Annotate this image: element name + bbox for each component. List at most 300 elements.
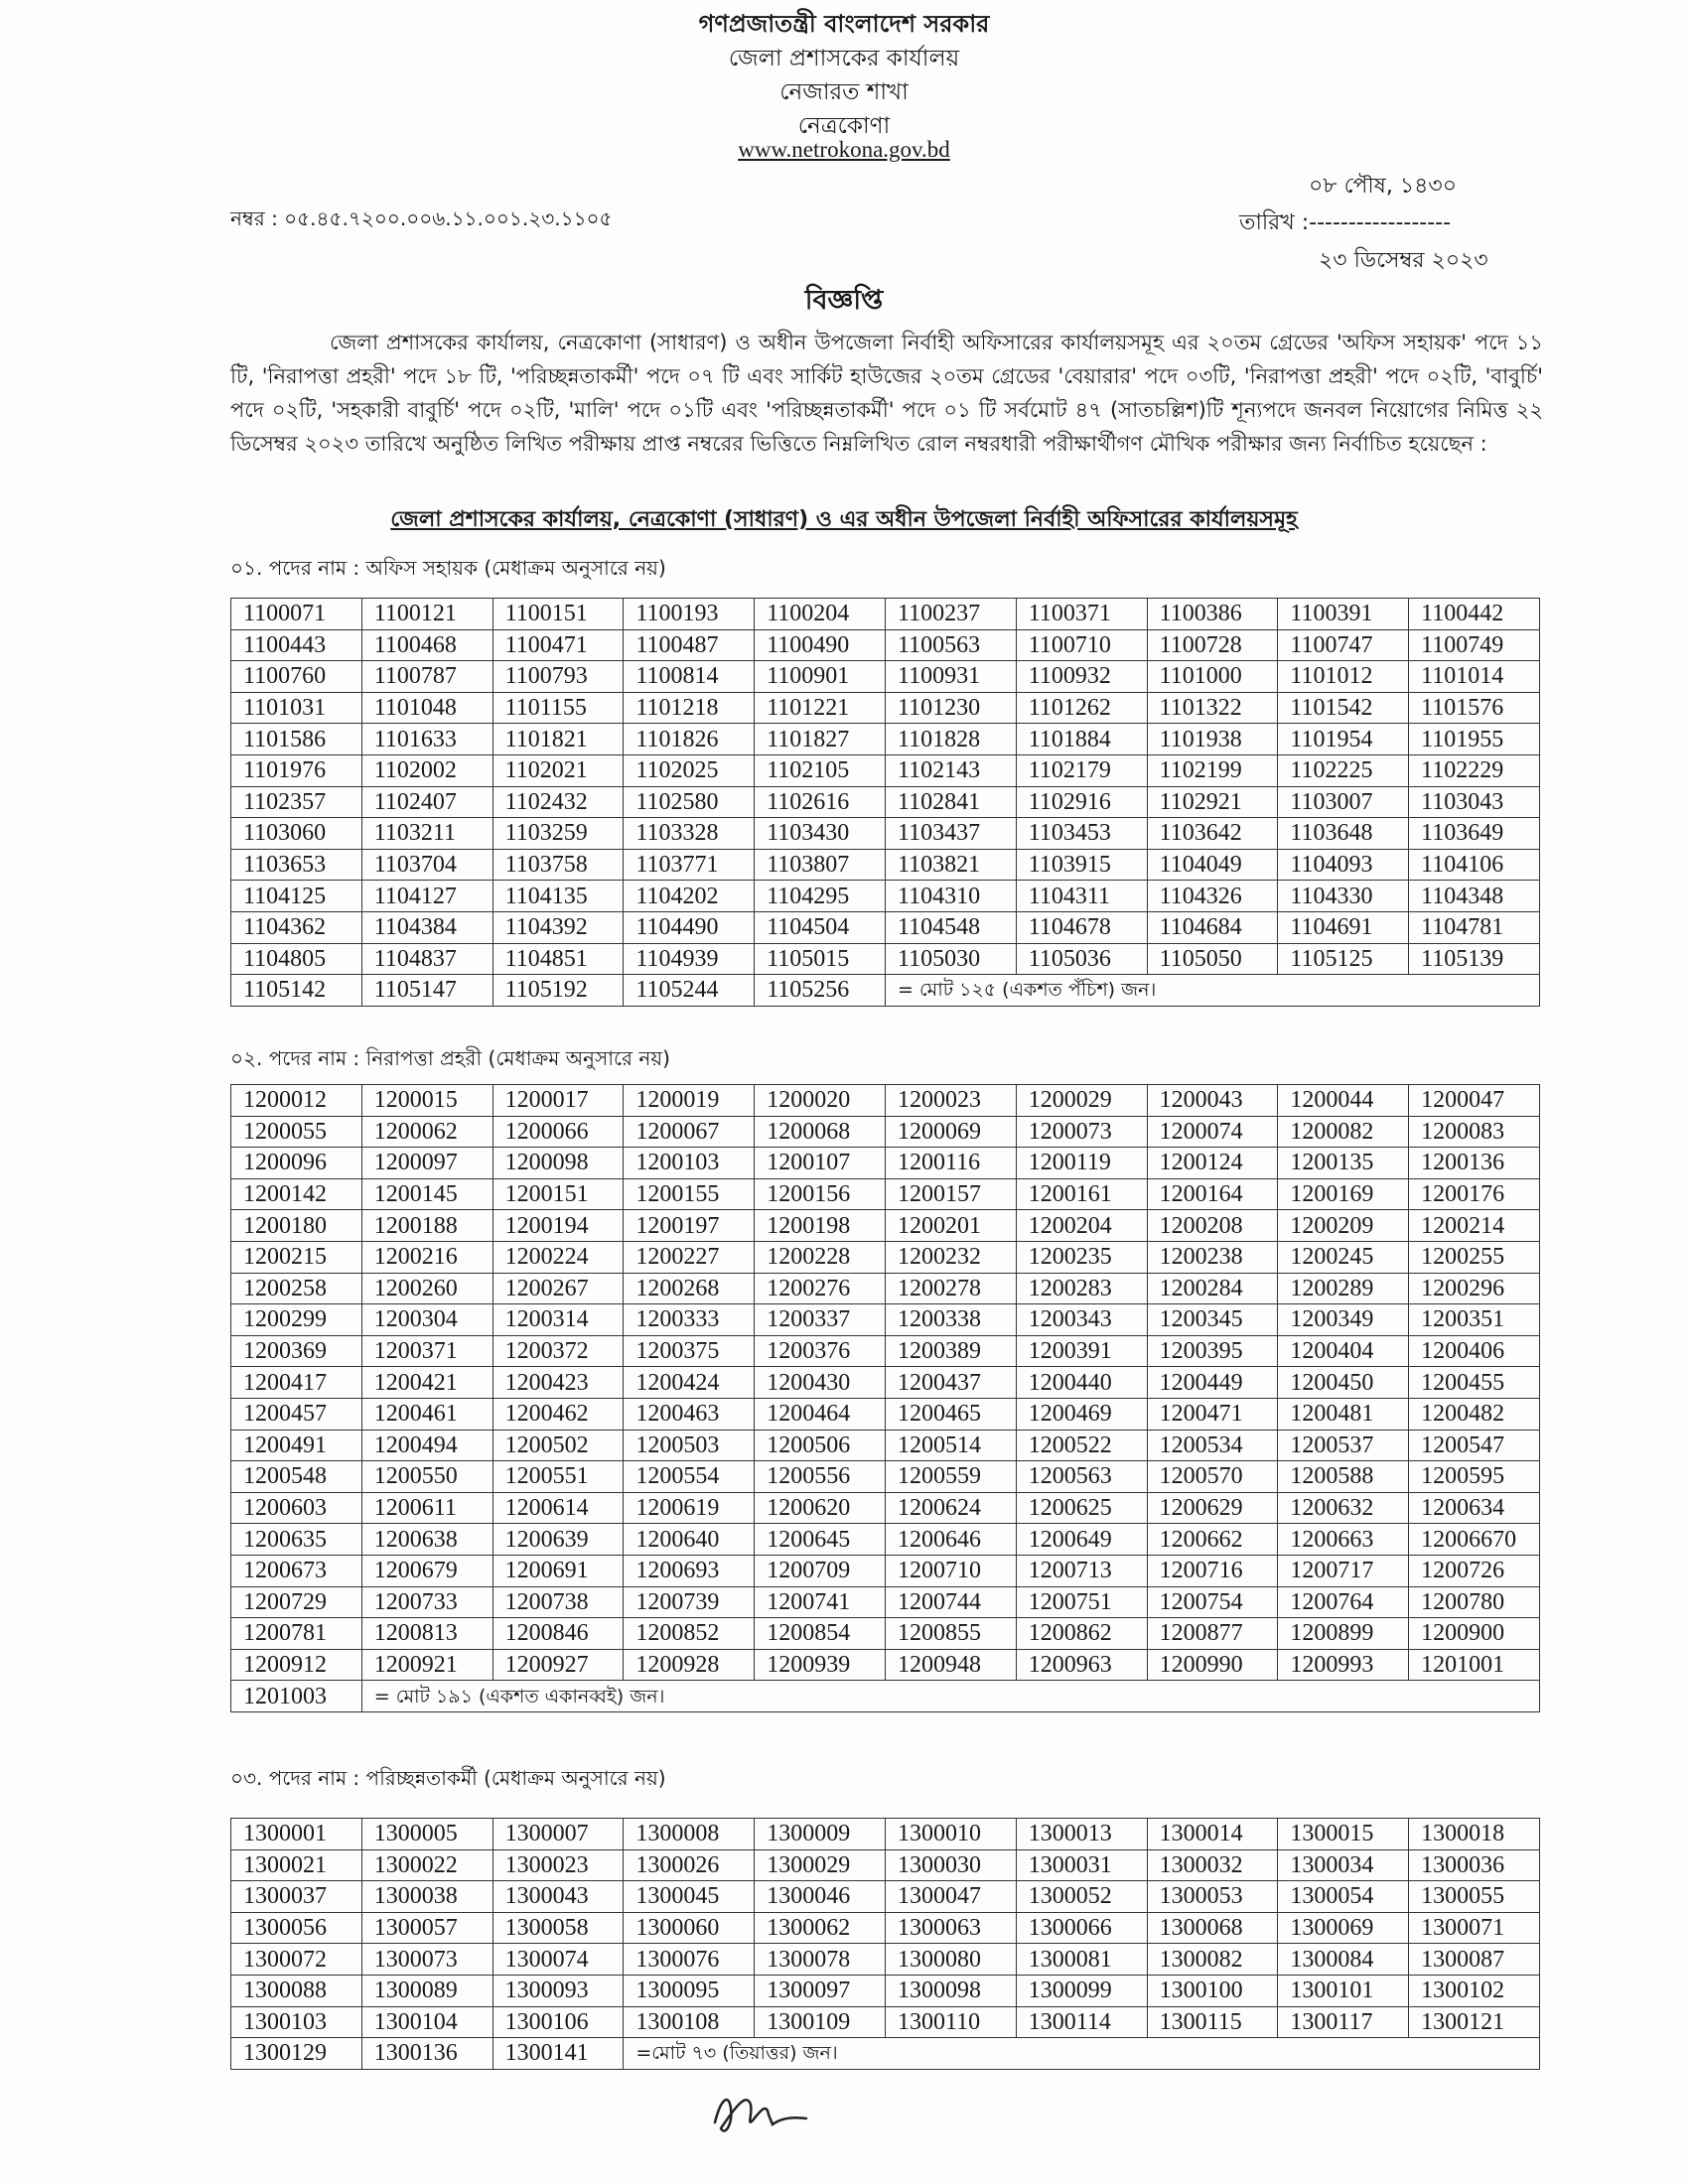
roll-number-cell: 1200204 <box>1016 1210 1147 1242</box>
roll-number-cell: 1300098 <box>885 1975 1016 2006</box>
roll-number-cell: 1104310 <box>885 881 1016 912</box>
roll-number-cell: 1200928 <box>624 1649 755 1681</box>
roll-number-cell: 1103915 <box>1016 849 1147 881</box>
roll-number-cell: 1200417 <box>231 1367 362 1399</box>
roll-number-cell: 1200283 <box>1016 1273 1147 1304</box>
roll-number-cell: 1200119 <box>1016 1148 1147 1179</box>
roll-number-cell: 1200343 <box>1016 1304 1147 1336</box>
roll-number-cell: 1200227 <box>624 1241 755 1273</box>
roll-number-cell: 1101576 <box>1409 692 1540 724</box>
roll-number-cell: 1100071 <box>231 599 362 630</box>
roll-number-cell: 1300018 <box>1409 1819 1540 1850</box>
roll-number-cell: 1200603 <box>231 1492 362 1524</box>
roll-number-cell: 1300100 <box>1147 1975 1278 2006</box>
roll-number-cell: 1200043 <box>1147 1085 1278 1117</box>
roll-number-cell: 1200852 <box>624 1618 755 1650</box>
roll-number-cell: 1101218 <box>624 692 755 724</box>
roll-number-cell: 1200235 <box>1016 1241 1147 1273</box>
section-1-label: ০১. পদের নাম : অফিস সহায়ক (মেধাক্রম অনুসারে নয়) <box>230 556 666 580</box>
roll-number-cell: 1100787 <box>361 661 492 693</box>
roll-number-cell: 1300057 <box>361 1912 492 1944</box>
signature <box>707 2085 816 2148</box>
roll-number-cell: 1101821 <box>492 724 624 755</box>
roll-number-cell: 1103704 <box>361 849 492 881</box>
roll-number-cell: 1200503 <box>624 1430 755 1461</box>
roll-number-cell: 1102357 <box>231 786 362 818</box>
roll-number-cell: 1200464 <box>755 1398 886 1430</box>
roll-number-cell: 1200215 <box>231 1241 362 1273</box>
roll-number-cell: 1200813 <box>361 1618 492 1650</box>
roll-number-cell: 1200469 <box>1016 1398 1147 1430</box>
roll-number-cell: 1100386 <box>1147 599 1278 630</box>
roll-number-cell: 1200563 <box>1016 1461 1147 1493</box>
roll-number-cell: 1200097 <box>361 1148 492 1179</box>
roll-number-cell: 1300136 <box>361 2038 492 2070</box>
roll-number-cell: 1102025 <box>624 754 755 786</box>
roll-number-cell: 1300026 <box>624 1849 755 1881</box>
roll-number-cell: 1300001 <box>231 1819 362 1850</box>
roll-number-cell: 1200550 <box>361 1461 492 1493</box>
roll-number-cell: 1200224 <box>492 1241 624 1273</box>
roll-number-cell: 1200629 <box>1147 1492 1278 1524</box>
roll-number-cell: 1104311 <box>1016 881 1147 912</box>
roll-number-cell: 1200164 <box>1147 1178 1278 1210</box>
roll-number-cell: 1300097 <box>755 1975 886 2006</box>
roll-number-cell: 1200299 <box>231 1304 362 1336</box>
date-label: তারিখ :------------------ <box>1239 210 1452 235</box>
roll-number-cell: 1300008 <box>624 1819 755 1850</box>
roll-number-cell: 1200877 <box>1147 1618 1278 1650</box>
roll-number-cell: 1200491 <box>231 1430 362 1461</box>
roll-number-cell: 1200437 <box>885 1367 1016 1399</box>
roll-number-cell: 1300072 <box>231 1944 362 1976</box>
roll-number-cell: 1104684 <box>1147 911 1278 943</box>
roll-number-cell: 1200482 <box>1409 1398 1540 1430</box>
roll-number-cell: 1200103 <box>624 1148 755 1179</box>
table-row <box>231 1849 1540 1881</box>
roll-number-cell: 1300043 <box>492 1881 624 1913</box>
roll-number-cell: 1103007 <box>1278 786 1409 818</box>
roll-number-cell: 1200440 <box>1016 1367 1147 1399</box>
roll-number-cell: 1200691 <box>492 1555 624 1586</box>
table-row <box>231 1881 1540 1913</box>
roll-number-cell: 1104392 <box>492 911 624 943</box>
roll-number-cell: 1200278 <box>885 1273 1016 1304</box>
roll-number-cell: 1200023 <box>885 1085 1016 1117</box>
roll-number-cell: 1300007 <box>492 1819 624 1850</box>
roll-number-cell: 1200369 <box>231 1335 362 1367</box>
roll-number-cell: 1300030 <box>885 1849 1016 1881</box>
roll-number-cell: 1300110 <box>885 2006 1016 2038</box>
roll-number-cell: 1200741 <box>755 1586 886 1618</box>
roll-number-cell: 1300084 <box>1278 1944 1409 1976</box>
roll-number-cell: 1104348 <box>1409 881 1540 912</box>
roll-number-cell: 1200595 <box>1409 1461 1540 1493</box>
roll-number-cell: 1100193 <box>624 599 755 630</box>
roll-number-cell: 1101262 <box>1016 692 1147 724</box>
roll-number-cell: 1200781 <box>231 1618 362 1650</box>
roll-table-cleaner <box>230 1818 1540 2070</box>
roll-number-cell: 1300062 <box>755 1912 886 1944</box>
roll-number-cell: 1300014 <box>1147 1819 1278 1850</box>
roll-number-cell: 1103649 <box>1409 818 1540 850</box>
roll-number-cell: 1200423 <box>492 1367 624 1399</box>
roll-number-cell: 1101221 <box>755 692 886 724</box>
roll-number-cell: 1200846 <box>492 1618 624 1650</box>
roll-number-cell: 1200260 <box>361 1273 492 1304</box>
roll-number-cell: 1300032 <box>1147 1849 1278 1881</box>
roll-number-cell: 1300093 <box>492 1975 624 2006</box>
roll-number-cell: 1104049 <box>1147 849 1278 881</box>
roll-number-cell: 1200963 <box>1016 1649 1147 1681</box>
roll-number-cell: 1300036 <box>1409 1849 1540 1881</box>
roll-number-cell: 1300078 <box>755 1944 886 1976</box>
table-row <box>231 911 1540 943</box>
roll-number-cell: 1200155 <box>624 1178 755 1210</box>
header-website-link[interactable]: www.netrokona.gov.bd <box>738 137 950 162</box>
roll-number-cell: 1200044 <box>1278 1085 1409 1117</box>
roll-number-cell: 1101828 <box>885 724 1016 755</box>
roll-number-cell: 1200276 <box>755 1273 886 1304</box>
roll-number-cell: 1200461 <box>361 1398 492 1430</box>
roll-number-cell: 1200232 <box>885 1241 1016 1273</box>
roll-number-cell: 1200522 <box>1016 1430 1147 1461</box>
roll-number-cell: 1104851 <box>492 943 624 975</box>
roll-number-cell: 1104939 <box>624 943 755 975</box>
date-english: ২৩ ডিসেম্বর ২০২৩ <box>1319 248 1488 273</box>
roll-number-cell: 1200391 <box>1016 1335 1147 1367</box>
roll-number-cell: 1200693 <box>624 1555 755 1586</box>
roll-number-cell: 1200066 <box>492 1116 624 1148</box>
table-row <box>231 754 1540 786</box>
roll-number-cell: 1101827 <box>755 724 886 755</box>
roll-number-cell: 1300099 <box>1016 1975 1147 2006</box>
roll-number-cell: 1101012 <box>1278 661 1409 693</box>
roll-number-cell: 1100151 <box>492 599 624 630</box>
roll-number-cell: 1104781 <box>1409 911 1540 943</box>
roll-number-cell: 1200156 <box>755 1178 886 1210</box>
roll-number-cell: 1200333 <box>624 1304 755 1336</box>
roll-number-cell: 1200710 <box>885 1555 1016 1586</box>
table-row <box>231 1944 1540 1976</box>
roll-number-cell: 1103758 <box>492 849 624 881</box>
roll-number-cell: 1104384 <box>361 911 492 943</box>
roll-number-cell: 1200638 <box>361 1524 492 1556</box>
roll-number-cell: 1300060 <box>624 1912 755 1944</box>
roll-number-cell: 1300106 <box>492 2006 624 2038</box>
roll-number-cell: 1101976 <box>231 754 362 786</box>
roll-number-cell: 1200554 <box>624 1461 755 1493</box>
section-3-label: ০৩. পদের নাম : পরিচ্ছন্নতাকর্মী (মেধাক্রম অনুসারে নয়) <box>230 1766 666 1790</box>
roll-number-cell: 1104837 <box>361 943 492 975</box>
header-government: গণপ্রজাতন্ত্রী বাংলাদেশ সরকার <box>698 10 990 38</box>
roll-number-cell: 1200194 <box>492 1210 624 1242</box>
roll-number-cell: 1200726 <box>1409 1555 1540 1586</box>
roll-number-cell: 1101014 <box>1409 661 1540 693</box>
roll-number-cell: 1103437 <box>885 818 1016 850</box>
roll-number-cell: 1300055 <box>1409 1881 1540 1913</box>
roll-number-cell: 1300068 <box>1147 1912 1278 1944</box>
roll-number-cell: 1200047 <box>1409 1085 1540 1117</box>
table-row <box>231 692 1540 724</box>
roll-number-cell: 1200494 <box>361 1430 492 1461</box>
roll-number-cell: 1200267 <box>492 1273 624 1304</box>
roll-number-cell: 1300022 <box>361 1849 492 1881</box>
roll-number-cell: 1102021 <box>492 754 624 786</box>
roll-number-cell: 1102916 <box>1016 786 1147 818</box>
roll-number-cell: 1200314 <box>492 1304 624 1336</box>
roll-number-cell: 1200455 <box>1409 1367 1540 1399</box>
roll-number-cell: 1103821 <box>885 849 1016 881</box>
roll-number-cell: 1102225 <box>1278 754 1409 786</box>
roll-number-cell: 1200406 <box>1409 1335 1540 1367</box>
roll-number-cell: 1200537 <box>1278 1430 1409 1461</box>
roll-number-cell: 1300066 <box>1016 1912 1147 1944</box>
roll-number-cell: 1200098 <box>492 1148 624 1179</box>
roll-number-cell: 1200548 <box>231 1461 362 1493</box>
table-row <box>231 1975 1540 2006</box>
roll-number-cell: 1105256 <box>755 975 886 1007</box>
roll-number-cell: 1100901 <box>755 661 886 693</box>
roll-number-cell: 1200640 <box>624 1524 755 1556</box>
roll-number-cell: 1300089 <box>361 1975 492 2006</box>
notice-body: জেলা প্রশাসকের কার্যালয়, নেত্রকোণা (সাধারণ) ও অধীন উপজেলা নির্বাহী অফিসারের কার্যালয়সমূহ এর ২০তম গ্রেডের 'অফিস সহায়ক' পদে ১১ টি, 'নিরাপত্তা প্রহরী' পদে ১৮ টি, 'পরিচ্ছন্নতাকর্মী' পদে ০৭ টি এবং সার্কিট হাউজের ২০তম গ্রেডের 'বেয়ারার' পদে ০৩টি, 'নিরাপত্তা প্রহরী' পদে ০২টি, 'বাবুর্চি' পদে ০২টি, 'সহকারী বাবুর্চি' পদে ০২টি, 'মালি' পদে ০১টি এবং 'পরিচ্ছন্নতাকর্মী' পদে ০১ টি সর্বমোট ৪৭ (সাতচল্লিশ)টি শূন্যপদে জনবল নিয়োগের নিমিত্ত ২২ ডিসেম্বর ২০২৩ তারিখে অনুষ্ঠিত লিখিত পরীক্ষায় প্রাপ্ত নম্বরের ভিত্তিতে নিম্নলিখিত রোল নম্বরধারী পরীক্ষার্থীগণ মৌখিক পরীক্ষার জন্য নির্বাচিত হয়েছেন : <box>230 331 1543 456</box>
roll-number-cell: 1300047 <box>885 1881 1016 1913</box>
roll-number-cell: 1104362 <box>231 911 362 943</box>
table-row <box>231 1819 1540 1850</box>
roll-number-cell: 1300103 <box>231 2006 362 2038</box>
roll-table-security-guard <box>230 1084 1540 1712</box>
roll-number-cell: 1100728 <box>1147 629 1278 661</box>
table-row <box>231 1492 1540 1524</box>
table-row <box>231 1649 1540 1681</box>
table-row <box>231 1398 1540 1430</box>
table-row <box>231 1241 1540 1273</box>
roll-number-cell: 1200055 <box>231 1116 362 1148</box>
roll-number-cell: 1100932 <box>1016 661 1147 693</box>
roll-number-cell: 1102143 <box>885 754 1016 786</box>
table-row <box>231 1912 1540 1944</box>
roll-number-cell: 1200284 <box>1147 1273 1278 1304</box>
roll-number-cell: 1200463 <box>624 1398 755 1430</box>
roll-number-cell: 1105142 <box>231 975 362 1007</box>
roll-number-cell: 1200754 <box>1147 1586 1278 1618</box>
roll-number-cell: 1200142 <box>231 1178 362 1210</box>
roll-number-cell: 1200733 <box>361 1586 492 1618</box>
roll-number-cell: 1300101 <box>1278 1975 1409 2006</box>
roll-number-cell: 1200135 <box>1278 1148 1409 1179</box>
roll-number-cell: 1200062 <box>361 1116 492 1148</box>
roll-number-cell: 1200921 <box>361 1649 492 1681</box>
roll-number-cell: 1200912 <box>231 1649 362 1681</box>
roll-number-cell: 1300114 <box>1016 2006 1147 2038</box>
total-count-cell: = মোট ১৯১ (একশত একানব্বই) জন। <box>361 1681 1539 1712</box>
roll-number-cell: 1200948 <box>885 1649 1016 1681</box>
table-row <box>231 1586 1540 1618</box>
header-district: নেত্রকোণা <box>797 113 891 139</box>
roll-number-cell: 1200169 <box>1278 1178 1409 1210</box>
table-row <box>231 629 1540 661</box>
roll-number-cell: 1200899 <box>1278 1618 1409 1650</box>
roll-number-cell: 1300021 <box>231 1849 362 1881</box>
roll-number-cell: 1104127 <box>361 881 492 912</box>
table-row <box>231 1178 1540 1210</box>
table-row <box>231 2038 1540 2070</box>
roll-number-cell: 1101955 <box>1409 724 1540 755</box>
roll-number-cell: 1200124 <box>1147 1148 1278 1179</box>
roll-number-cell: 1103807 <box>755 849 886 881</box>
roll-number-cell: 1200245 <box>1278 1241 1409 1273</box>
table-row <box>231 1304 1540 1336</box>
roll-number-cell: 1100563 <box>885 629 1016 661</box>
roll-number-cell: 1200635 <box>231 1524 362 1556</box>
roll-number-cell: 1300109 <box>755 2006 886 2038</box>
roll-number-cell: 1300141 <box>492 2038 624 2070</box>
roll-number-cell: 1200639 <box>492 1524 624 1556</box>
roll-number-cell: 1200176 <box>1409 1178 1540 1210</box>
roll-number-cell: 1200534 <box>1147 1430 1278 1461</box>
roll-number-cell: 1200646 <box>885 1524 1016 1556</box>
roll-number-cell: 1200371 <box>361 1335 492 1367</box>
roll-number-cell: 1200157 <box>885 1178 1016 1210</box>
roll-number-cell: 1300074 <box>492 1944 624 1976</box>
date-bangla: ০৮ পৌষ, ১৪৩০ <box>1309 174 1458 199</box>
roll-number-cell: 1200255 <box>1409 1241 1540 1273</box>
roll-number-cell: 1200151 <box>492 1178 624 1210</box>
roll-number-cell: 1300031 <box>1016 1849 1147 1881</box>
table-row <box>231 1524 1540 1556</box>
roll-number-cell: 1101884 <box>1016 724 1147 755</box>
roll-number-cell: 1200619 <box>624 1492 755 1524</box>
roll-number-cell: 1200900 <box>1409 1618 1540 1650</box>
roll-number-cell: 1200506 <box>755 1430 886 1461</box>
roll-number-cell: 1200375 <box>624 1335 755 1367</box>
roll-number-cell: 1104326 <box>1147 881 1278 912</box>
table-row <box>231 599 1540 630</box>
roll-number-cell: 1200020 <box>755 1085 886 1117</box>
roll-number-cell: 12006670 <box>1409 1524 1540 1556</box>
roll-number-cell: 1100749 <box>1409 629 1540 661</box>
roll-number-cell: 1100371 <box>1016 599 1147 630</box>
table-row <box>231 1461 1540 1493</box>
roll-number-cell: 1101633 <box>361 724 492 755</box>
roll-number-cell: 1101155 <box>492 692 624 724</box>
roll-number-cell: 1200208 <box>1147 1210 1278 1242</box>
roll-number-cell: 1200649 <box>1016 1524 1147 1556</box>
table-row <box>231 1116 1540 1148</box>
roll-number-cell: 1200663 <box>1278 1524 1409 1556</box>
roll-number-cell: 1104548 <box>885 911 1016 943</box>
roll-number-cell: 1101000 <box>1147 661 1278 693</box>
roll-number-cell: 1102407 <box>361 786 492 818</box>
roll-number-cell: 1300023 <box>492 1849 624 1881</box>
roll-number-cell: 1300115 <box>1147 2006 1278 2038</box>
roll-number-cell: 1100121 <box>361 599 492 630</box>
roll-number-cell: 1300015 <box>1278 1819 1409 1850</box>
roll-table-office-assistant <box>230 598 1540 1007</box>
roll-number-cell: 1200296 <box>1409 1273 1540 1304</box>
roll-number-cell: 1300037 <box>231 1881 362 1913</box>
roll-number-cell: 1100391 <box>1278 599 1409 630</box>
roll-number-cell: 1100468 <box>361 629 492 661</box>
roll-number-cell: 1200588 <box>1278 1461 1409 1493</box>
roll-number-cell: 1200738 <box>492 1586 624 1618</box>
roll-number-cell: 1200624 <box>885 1492 1016 1524</box>
roll-number-cell: 1200096 <box>231 1148 362 1179</box>
roll-number-cell: 1200017 <box>492 1085 624 1117</box>
roll-number-cell: 1103453 <box>1016 818 1147 850</box>
roll-number-cell: 1300082 <box>1147 1944 1278 1976</box>
roll-number-cell: 1300117 <box>1278 2006 1409 2038</box>
roll-number-cell: 1101586 <box>231 724 362 755</box>
roll-number-cell: 1104135 <box>492 881 624 912</box>
table-row <box>231 724 1540 755</box>
roll-number-cell: 1103060 <box>231 818 362 850</box>
roll-number-cell: 1200717 <box>1278 1555 1409 1586</box>
roll-number-cell: 1100747 <box>1278 629 1409 661</box>
roll-number-cell: 1105050 <box>1147 943 1278 975</box>
table-row <box>231 1555 1540 1586</box>
roll-number-cell: 1200216 <box>361 1241 492 1273</box>
roll-number-cell: 1200465 <box>885 1398 1016 1430</box>
roll-number-cell: 1300009 <box>755 1819 886 1850</box>
roll-number-cell: 1300053 <box>1147 1881 1278 1913</box>
roll-number-cell: 1200570 <box>1147 1461 1278 1493</box>
roll-number-cell: 1105125 <box>1278 943 1409 975</box>
roll-number-cell: 1200349 <box>1278 1304 1409 1336</box>
roll-number-cell: 1200289 <box>1278 1273 1409 1304</box>
notice-title: বিজ্ঞপ্তি <box>804 285 884 316</box>
roll-number-cell: 1105015 <box>755 943 886 975</box>
roll-number-cell: 1300069 <box>1278 1912 1409 1944</box>
roll-number-cell: 1104202 <box>624 881 755 912</box>
roll-number-cell: 1200634 <box>1409 1492 1540 1524</box>
roll-number-cell: 1200744 <box>885 1586 1016 1618</box>
roll-number-cell: 1200855 <box>885 1618 1016 1650</box>
table-row <box>231 975 1540 1007</box>
roll-number-cell: 1200449 <box>1147 1367 1278 1399</box>
roll-number-cell: 1200116 <box>885 1148 1016 1179</box>
roll-number-cell: 1200471 <box>1147 1398 1278 1430</box>
roll-number-cell: 1200188 <box>361 1210 492 1242</box>
roll-number-cell: 1300080 <box>885 1944 1016 1976</box>
roll-number-cell: 1101542 <box>1278 692 1409 724</box>
header-office: জেলা প্রশাসকের কার্যালয় <box>728 46 960 71</box>
roll-number-cell: 1102199 <box>1147 754 1278 786</box>
roll-number-cell: 1200395 <box>1147 1335 1278 1367</box>
roll-number-cell: 1300102 <box>1409 1975 1540 2006</box>
table-row <box>231 1210 1540 1242</box>
roll-number-cell: 1200338 <box>885 1304 1016 1336</box>
roll-number-cell: 1300054 <box>1278 1881 1409 1913</box>
roll-number-cell: 1103211 <box>361 818 492 850</box>
roll-number-cell: 1200304 <box>361 1304 492 1336</box>
roll-number-cell: 1300034 <box>1278 1849 1409 1881</box>
roll-number-cell: 1104691 <box>1278 911 1409 943</box>
roll-number-cell: 1104805 <box>231 943 362 975</box>
roll-number-cell: 1104330 <box>1278 881 1409 912</box>
roll-number-cell: 1200136 <box>1409 1148 1540 1179</box>
roll-number-cell: 1100793 <box>492 661 624 693</box>
roll-number-cell: 1200404 <box>1278 1335 1409 1367</box>
roll-number-cell: 1300087 <box>1409 1944 1540 1976</box>
roll-number-cell: 1100487 <box>624 629 755 661</box>
roll-number-cell: 1102921 <box>1147 786 1278 818</box>
roll-number-cell: 1200939 <box>755 1649 886 1681</box>
roll-number-cell: 1100442 <box>1409 599 1540 630</box>
roll-number-cell: 1200462 <box>492 1398 624 1430</box>
roll-number-cell: 1200268 <box>624 1273 755 1304</box>
